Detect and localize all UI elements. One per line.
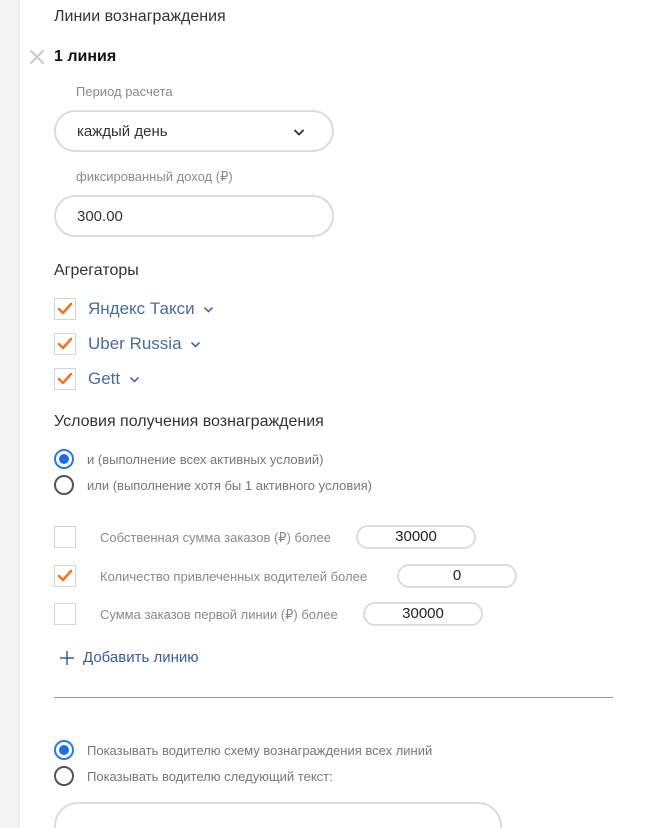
aggregator-uber[interactable] [88, 334, 200, 354]
chevron-down-icon [191, 342, 200, 348]
aggregator-yandex[interactable] [88, 299, 213, 319]
show-scheme-label[interactable]: Показывать водителю схему вознаграждения всех линий [87, 743, 433, 758]
close-icon[interactable] [28, 48, 46, 66]
aggregator-checkbox-yandex[interactable] [54, 298, 76, 320]
fixed-income-value: 300.00 [77, 207, 123, 225]
show-text-label[interactable]: Показывать водителю следующий текст: [87, 769, 333, 784]
driver-text-input[interactable] [54, 802, 502, 828]
condition-referrals-input[interactable]: 0 [397, 564, 517, 588]
logic-and-radio[interactable] [54, 449, 74, 469]
section-divider [54, 697, 613, 698]
aggregator-gett[interactable] [88, 369, 139, 389]
logic-and-label[interactable]: и (выполнение всех активных условий) [87, 452, 324, 467]
add-line-button[interactable] [59, 649, 199, 666]
reward-lines-title: Линии вознаграждения [54, 8, 226, 25]
condition-own-sum-input[interactable]: 30000 [356, 525, 476, 549]
logic-or-radio[interactable] [54, 475, 74, 495]
condition-own-sum-checkbox[interactable] [54, 526, 76, 548]
logic-or-label[interactable]: или (выполнение хотя бы 1 активного условия) [87, 478, 372, 493]
condition-first-line-checkbox[interactable] [54, 603, 76, 625]
aggregator-gett-label: Gett [88, 369, 121, 388]
aggregator-checkbox-gett[interactable] [54, 368, 76, 390]
left-sidebar-strip [0, 0, 20, 828]
aggregator-yandex-label: Яндекс Такси [88, 299, 195, 318]
conditions-title: Условия получения вознаграждения [54, 413, 324, 430]
period-select-value: каждый день [77, 122, 168, 140]
chevron-down-icon [130, 377, 139, 383]
aggregator-uber-label: Uber Russia [88, 334, 182, 353]
aggregators-title: Агрегаторы [54, 262, 139, 279]
condition-own-sum-label: Собственная сумма заказов (₽) более [100, 530, 331, 545]
fixed-income-label: фиксированный доход (₽) [76, 169, 233, 184]
period-label: Период расчета [76, 84, 173, 99]
line-title: 1 линия [54, 48, 117, 65]
fixed-income-input[interactable] [54, 195, 334, 237]
chevron-down-icon [294, 123, 304, 140]
condition-first-line-input[interactable]: 30000 [363, 602, 483, 626]
show-text-radio[interactable] [54, 766, 74, 786]
condition-first-line-label: Сумма заказов первой линии (₽) более [100, 607, 338, 622]
show-scheme-radio[interactable] [54, 740, 74, 760]
add-line-label: Добавить линию [83, 649, 199, 666]
plus-icon [59, 650, 75, 666]
period-select[interactable] [54, 110, 334, 152]
condition-referrals-label: Количество привлеченных водителей более [100, 569, 368, 584]
chevron-down-icon [204, 307, 213, 313]
aggregator-checkbox-uber[interactable] [54, 333, 76, 355]
condition-referrals-checkbox[interactable] [54, 565, 76, 587]
